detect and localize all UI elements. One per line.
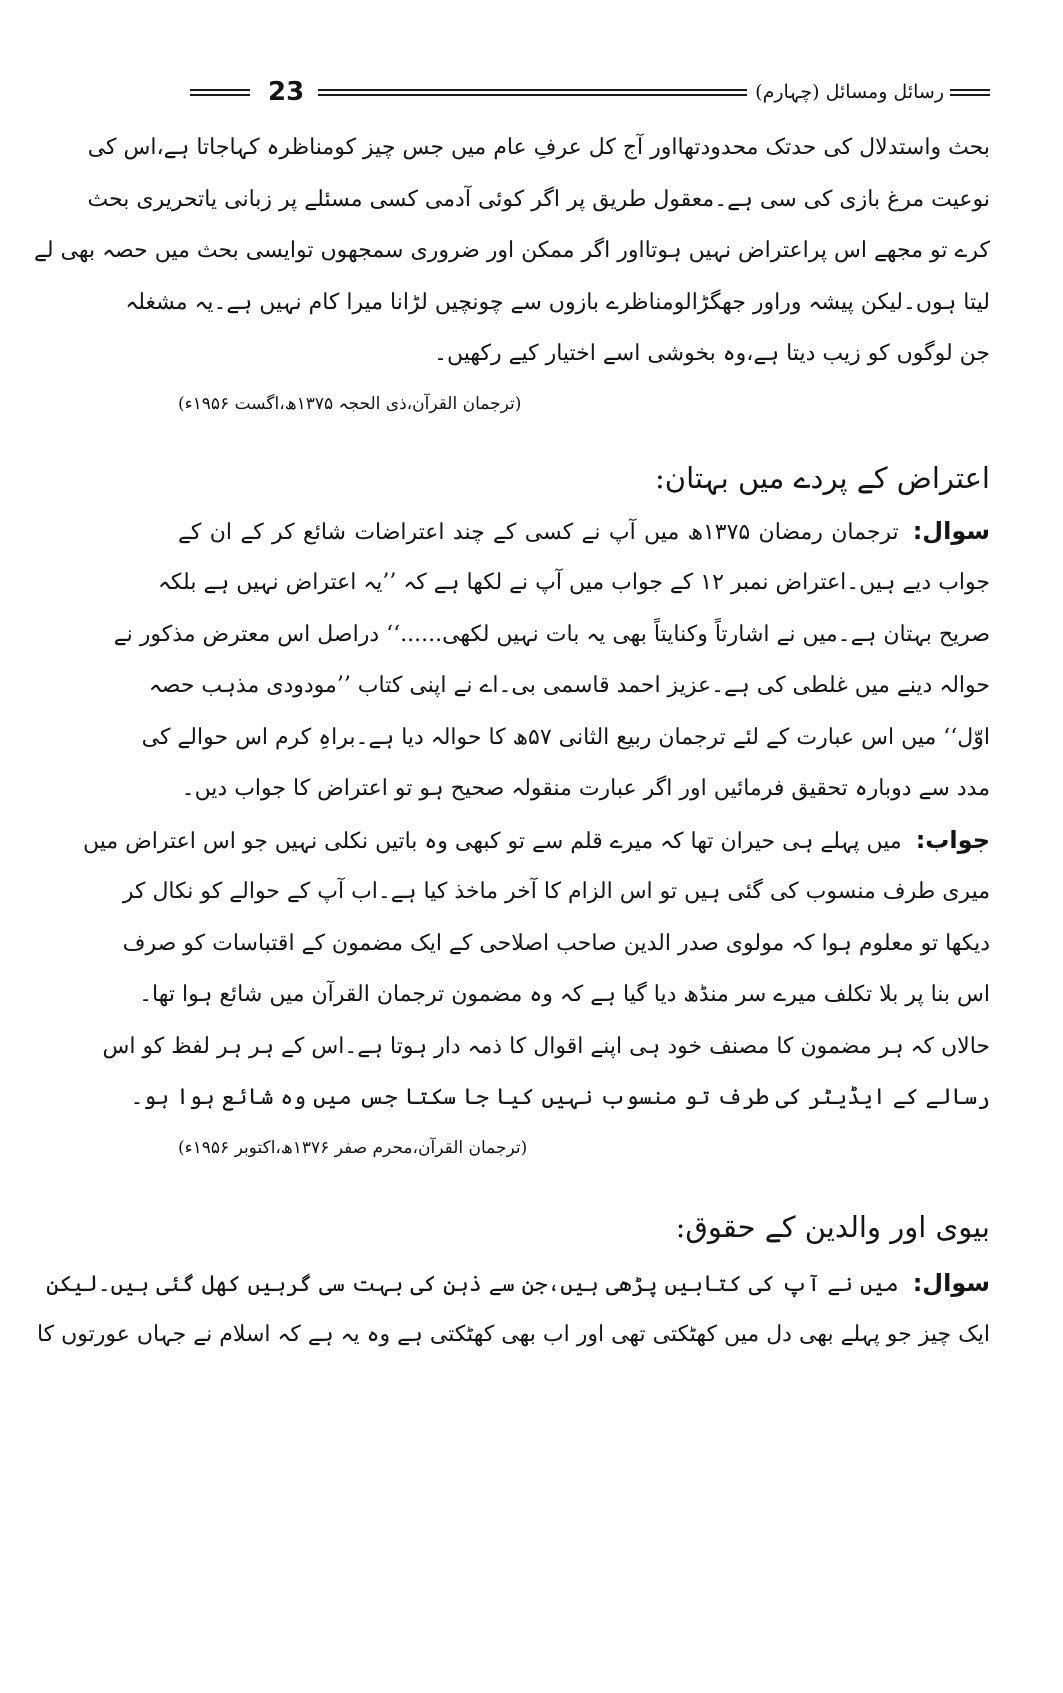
text-line [82,815,990,867]
text-line: ایک چیز جو پہلے بھی دل میں کھٹکتی تھی اور اب بھی کھٹکتی ہے وہ یہ ہے کہ اسلام نے جہاں عورتوں کا [36,1322,990,1347]
question-label: سوال: [912,516,990,545]
text-line: صریح بہتان ہے۔میں نے اشارتاً وکنایتاً بھی یہ بات نہیں لکھی......‘‘ دراصل اس معترض مذکور نے [113,621,990,647]
text-line: مدد سے دوبارہ تحقیق فرمائیں اور اگر عبارت منقولہ صحیح ہو تو اعتراض کا جواب دیں۔ [181,776,990,801]
header-rule-right [950,89,990,96]
page-header [190,72,990,112]
text-line: لیتا ہوں۔لیکن پیشہ وراور جھگڑالومناظرے بازوں سے چونچیں لڑانا میرا کام نہیں ہے۔یہ مشغلہ [125,289,990,315]
section-heading: بیوی اور والدین کے حقوق: [675,1209,990,1244]
text-line: بحث واستدلال کی حدتک محدودتھااور آج کل عرفِ عام میں جس چیز کومناظرہ کہاجاتا ہے،اس کی [87,135,990,160]
question-block [36,1258,990,1361]
text-line-content: ترجمان رمضان ۱۳۷۵ھ میں آپ نے کسی کے چند اعتراضات شائع کر کے ان کے [178,519,899,545]
paragraph [33,122,990,380]
text-line: اوّل‘‘ میں اس عبارت کے لئے ترجمان ربیع الثانی ۵۷ھ کا حوالہ دیا ہے۔براہِ کرم اس حوالے کی [141,724,990,750]
header-rule-left [190,89,250,96]
answer-block [82,815,990,1124]
text-line: جواب دیے ہیں۔اعتراض نمبر ۱۲ کے جواب میں آپ نے لکھا ہے کہ ’’یہ اعتراض نہیں ہے بلکہ [158,570,990,595]
text-line: اس بنا پر بلا تکلف میرے سر منڈھ دیا گیا ہے کہ وہ مضمون ترجمان القرآن میں شائع ہوا تھا۔ [139,982,990,1007]
page-body [33,122,990,1361]
citation: (ترجمان القرآن،ذی الحجہ ۱۳۷۵ھ،اگست ۱۹۵۶ء) [178,393,522,414]
text-line [46,1258,990,1310]
text-line: کرے تو مجھے اس پراعتراض نہیں ہوتااور اگر ممکن اور ضروری سمجھوں توایسی بحث میں حصہ بھی لے [33,238,990,263]
page-number: 23 [268,77,305,107]
citation: (ترجمان القرآن،محرم صفر ۱۳۷۶ھ،اکتوبر ۱۹۵۶ء) [178,1137,528,1158]
answer-label: جواب: [915,825,990,854]
text-line: دیکھا تو معلوم ہوا کہ مولوی صدر الدین صاحب اصلاحی کے ایک مضمون کے اقتباسات کو صرف [122,930,990,956]
question-block [113,506,990,815]
header-rule-middle [318,89,747,96]
text-line [178,506,990,558]
text-line: میری طرف منسوب کی گئی ہیں تو اس الزام کا آخر ماخذ کیا ہے۔اب آپ کے حوالے کو نکال کر [122,879,990,904]
text-line: حالاں کہ ہر مضمون کا مصنف خود ہی اپنے اقوال کا ذمہ دار ہوتا ہے۔اس کے ہر ہر لفظ کو اس [102,1033,990,1059]
text-line: حوالہ دینے میں غلطی کی ہے۔عزیز احمد قاسمی بی۔اے نے اپنی کتاب ’’مودودی مذہب حصہ [148,673,990,698]
text-line-content: میں پہلے ہی حیران تھا کہ میرے قلم سے تو کبھی وہ باتیں نکلی نہیں جو اس اعتراض میں [82,828,902,854]
running-title: رسائل ومسائل (چہارم) [755,81,944,103]
text-line: نوعیت مرغ بازی کی سی ہے۔معقول طریق پر اگر کوئی آدمی کسی مسئلے پر زبانی یاتحریری بحث [87,186,990,212]
section-heading: اعتراض کے پردے میں بہتان: [655,460,990,495]
text-line-content: میں نے آپ کی کتابیں پڑھی ہیں،جن سے ذہن کی بہت سی گرہیں کھل گئی ہیں۔لیکن [46,1271,899,1297]
text-line: جن لوگوں کو زیب دیتا ہے،وہ بخوشی اسے اختیار کیے رکھیں۔ [434,341,990,366]
text-line: رسالے کے ایڈیٹر کی طرف تو منسوب نہیں کیا جا سکتا جس میں وہ شائع ہوا ہو۔ [130,1085,990,1110]
question-label: سوال: [912,1268,990,1297]
